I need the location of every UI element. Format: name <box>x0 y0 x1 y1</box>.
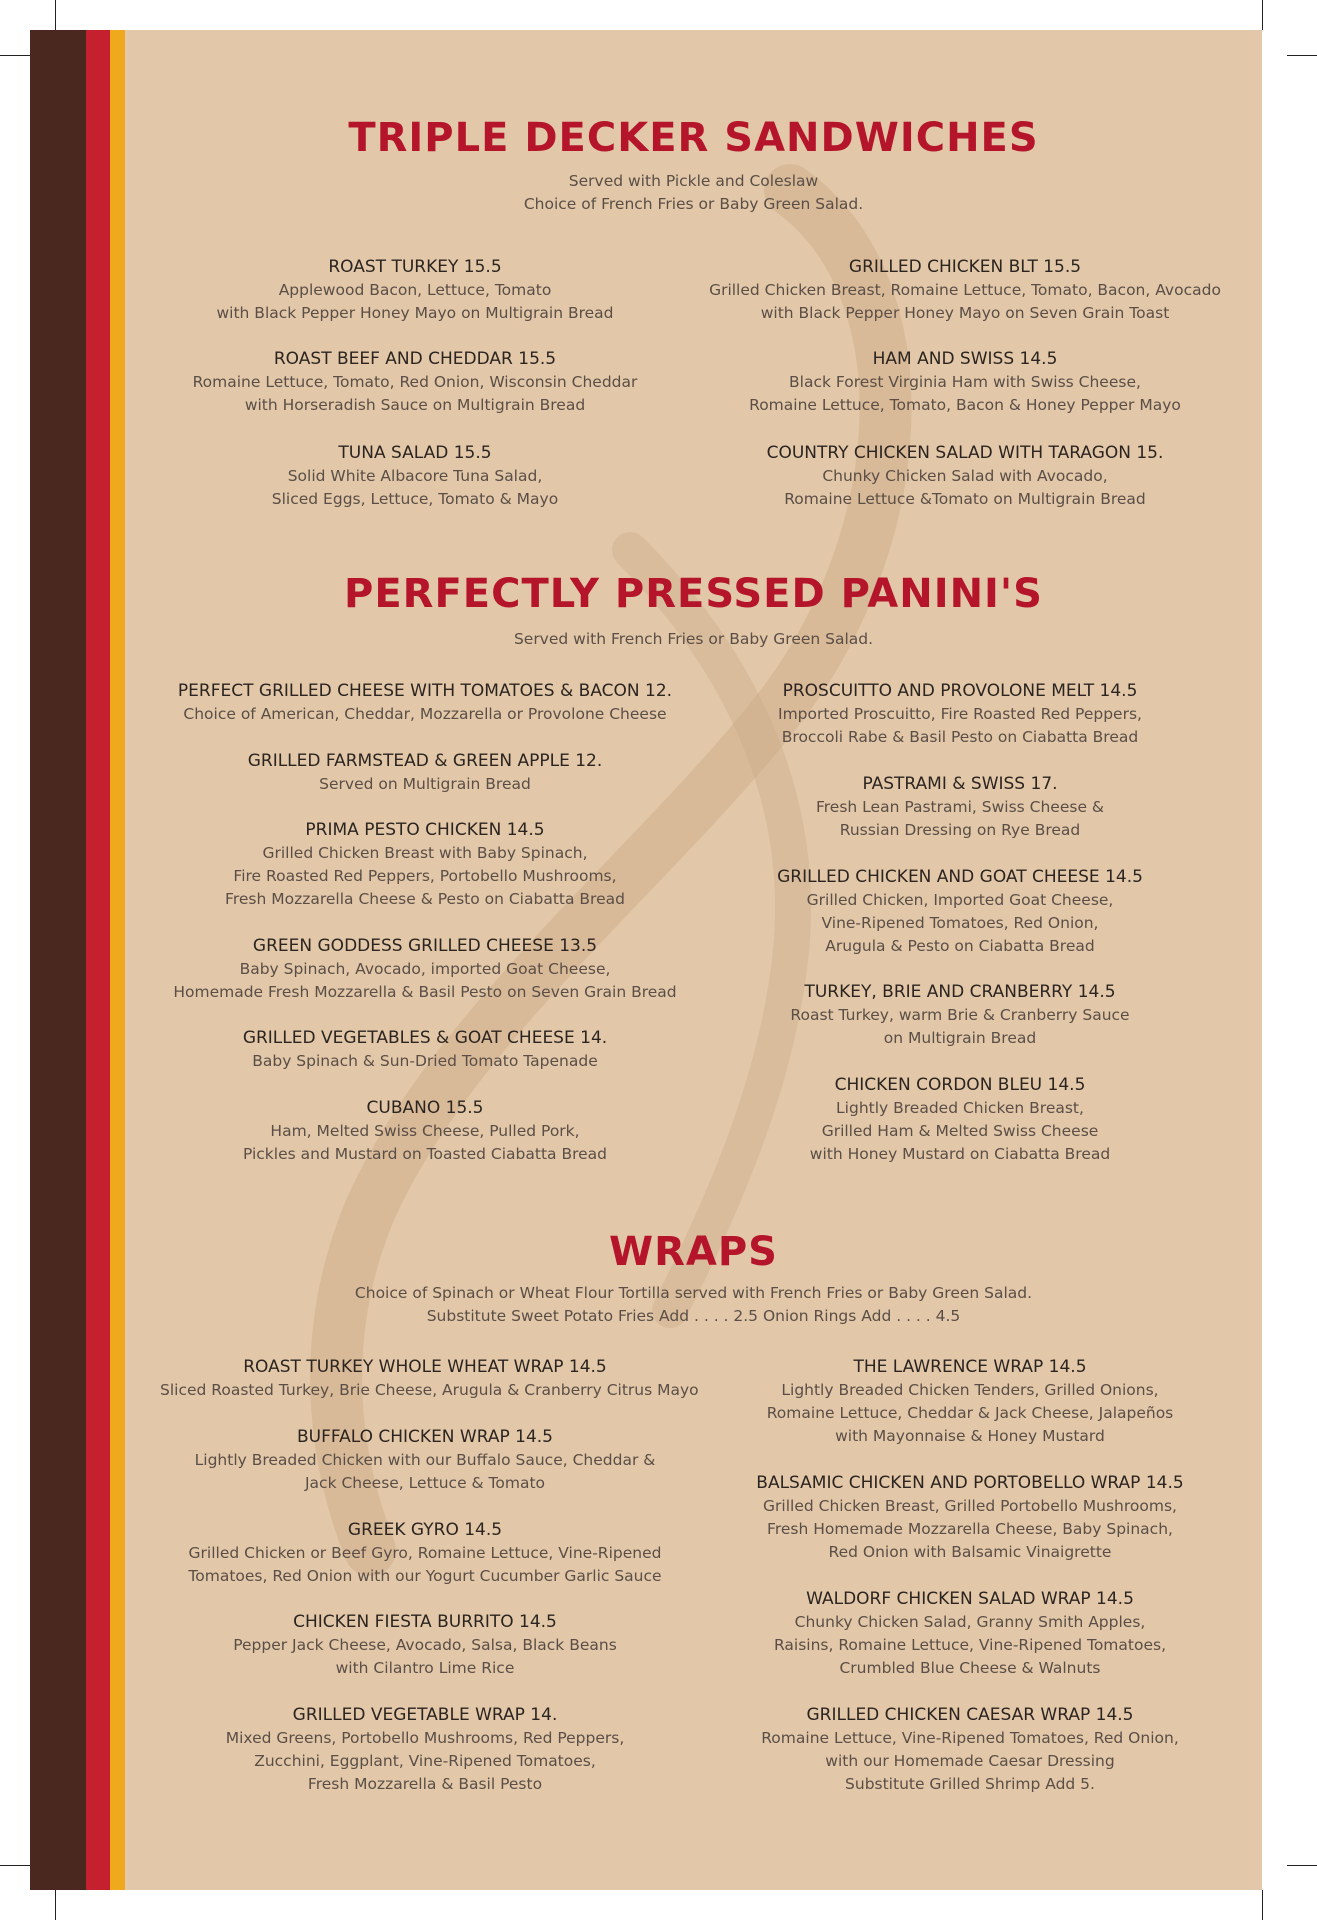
section-title-panini: PERFECTLY PRESSED PANINI'S <box>344 571 1043 617</box>
menu-item <box>710 1588 1230 1680</box>
item-name: GRILLED VEGETABLE WRAP 14. <box>292 1705 558 1725</box>
menu-item <box>160 1611 690 1680</box>
menu-item <box>710 1356 1230 1448</box>
item-description: Romaine Lettuce, Tomato, Bacon & Honey Pepper Mayo <box>749 396 1181 414</box>
item-description: Sliced Roasted Turkey, Brie Cheese, Arugula & Cranberry Citrus Mayo <box>160 1381 699 1399</box>
crop-mark <box>1262 0 1263 30</box>
item-name: GRILLED VEGETABLES & GOAT CHEESE 14. <box>242 1028 608 1048</box>
item-name: GRILLED CHICKEN BLT 15.5 <box>848 257 1082 277</box>
item-description: Baby Spinach & Sun-Dried Tomato Tapenade <box>252 1052 598 1070</box>
item-name: CHICKEN CORDON BLEU 14.5 <box>834 1075 1086 1095</box>
item-name: PROSCUITTO AND PROVOLONE MELT 14.5 <box>782 681 1138 701</box>
item-name: GRILLED FARMSTEAD & GREEN APPLE 12. <box>247 751 603 771</box>
section-title-triple-decker: TRIPLE DECKER SANDWICHES <box>348 115 1039 161</box>
item-description: Grilled Chicken Breast, Romaine Lettuce, Tomato, Bacon, Avocado <box>709 281 1221 299</box>
item-name: CUBANO 15.5 <box>366 1098 484 1118</box>
menu-item <box>710 981 1210 1050</box>
item-description: Fresh Lean Pastrami, Swiss Cheese & <box>815 798 1104 816</box>
item-description: Tomatoes, Red Onion with our Yogurt Cucumber Garlic Sauce <box>188 1567 662 1585</box>
crop-mark <box>0 55 30 56</box>
item-description: Romaine Lettuce &Tomato on Multigrain Bread <box>784 490 1146 508</box>
item-description: Imported Proscuitto, Fire Roasted Red Peppers, <box>778 705 1142 723</box>
item-description: Broccoli Rabe & Basil Pesto on Ciabatta Bread <box>781 728 1139 746</box>
menu-item <box>690 442 1240 511</box>
menu-item <box>165 348 665 417</box>
item-name: GRILLED CHICKEN AND GOAT CHEESE 14.5 <box>777 867 1143 887</box>
menu-item <box>160 1027 690 1073</box>
item-description: Romaine Lettuce, Cheddar & Jack Cheese, Jalapeños <box>766 1404 1174 1422</box>
item-name: HAM AND SWISS 14.5 <box>872 349 1058 369</box>
item-name: WALDORF CHICKEN SALAD WRAP 14.5 <box>806 1589 1134 1609</box>
item-name: PERFECT GRILLED CHEESE WITH TOMATOES & BACON 12. <box>177 681 673 701</box>
item-description: Choice of American, Cheddar, Mozzarella or Provolone Cheese <box>183 705 667 723</box>
item-description: Red Onion with Balsamic Vinaigrette <box>828 1543 1112 1561</box>
menu-item <box>690 256 1240 325</box>
item-name: COUNTRY CHICKEN SALAD WITH TARAGON 15. <box>766 443 1164 463</box>
menu-item <box>160 1426 690 1495</box>
item-name: PASTRAMI & SWISS 17. <box>862 774 1058 794</box>
item-description: on Multigrain Bread <box>883 1029 1037 1047</box>
item-description: Substitute Grilled Shrimp Add 5. <box>845 1775 1095 1793</box>
item-description: with Cilantro Lime Rice <box>335 1659 515 1677</box>
section-subtitle: Served with Pickle and Coleslaw Choice of French Fries or Baby Green Salad. <box>523 172 864 213</box>
item-description: Black Forest Virginia Ham with Swiss Cheese, <box>789 373 1141 391</box>
item-description: Mixed Greens, Portobello Mushrooms, Red Peppers, <box>225 1729 625 1747</box>
item-description: Applewood Bacon, Lettuce, Tomato <box>278 281 552 299</box>
menu-item <box>160 750 690 796</box>
item-name: ROAST TURKEY 15.5 <box>328 257 502 277</box>
menu-item <box>160 819 690 911</box>
item-name: BALSAMIC CHICKEN AND PORTOBELLO WRAP 14.5 <box>756 1473 1184 1493</box>
item-description: Jack Cheese, Lettuce & Tomato <box>304 1474 546 1492</box>
menu-item <box>160 1519 690 1588</box>
menu-item <box>710 866 1210 958</box>
menu-item <box>710 773 1210 842</box>
item-name: THE LAWRENCE WRAP 14.5 <box>853 1357 1087 1377</box>
item-name: CHICKEN FIESTA BURRITO 14.5 <box>293 1612 557 1632</box>
crop-mark <box>55 1890 56 1920</box>
item-description: Solid White Albacore Tuna Salad, <box>287 467 543 485</box>
section-subtitle: Served with French Fries or Baby Green Salad. <box>513 630 874 648</box>
menu-page <box>30 30 1262 1890</box>
item-description: with our Homemade Caesar Dressing <box>825 1752 1115 1770</box>
item-description: Grilled Chicken or Beef Gyro, Romaine Lettuce, Vine-Ripened <box>188 1544 662 1562</box>
item-description: Raisins, Romaine Lettuce, Vine-Ripened Tomatoes, <box>773 1636 1167 1654</box>
item-description: Grilled Chicken, Imported Goat Cheese, <box>806 891 1114 909</box>
item-description: Vine-Ripened Tomatoes, Red Onion, <box>821 914 1099 932</box>
menu-item <box>710 680 1210 749</box>
menu-item <box>710 1472 1230 1564</box>
menu-item <box>710 1074 1210 1166</box>
item-description: Fire Roasted Red Peppers, Portobello Mushrooms, <box>233 867 617 885</box>
menu-item <box>160 1704 690 1796</box>
item-name: BUFFALO CHICKEN WRAP 14.5 <box>297 1427 553 1447</box>
item-description: Ham, Melted Swiss Cheese, Pulled Pork, <box>270 1122 580 1140</box>
item-name: ROAST BEEF AND CHEDDAR 15.5 <box>273 349 557 369</box>
item-description: Pepper Jack Cheese, Avocado, Salsa, Black Beans <box>233 1636 617 1654</box>
item-name: GRILLED CHICKEN CAESAR WRAP 14.5 <box>806 1705 1134 1725</box>
item-name: PRIMA PESTO CHICKEN 14.5 <box>305 820 545 840</box>
item-name: GREEK GYRO 14.5 <box>347 1520 503 1540</box>
menu-item <box>160 680 690 726</box>
item-name: ROAST TURKEY WHOLE WHEAT WRAP 14.5 <box>243 1357 607 1377</box>
item-description: with Horseradish Sauce on Multigrain Bread <box>244 396 586 414</box>
item-description: Fresh Mozzarella & Basil Pesto <box>307 1775 543 1793</box>
item-description: Arugula & Pesto on Ciabatta Bread <box>825 937 1095 955</box>
crop-mark <box>0 1865 30 1866</box>
item-description: Romaine Lettuce, Tomato, Red Onion, Wisconsin Cheddar <box>192 373 638 391</box>
crop-mark <box>55 0 56 30</box>
menu-item <box>165 256 665 325</box>
item-description: Fresh Homemade Mozzarella Cheese, Baby Spinach, <box>767 1520 1173 1538</box>
item-description: Zucchini, Eggplant, Vine-Ripened Tomatoes, <box>254 1752 596 1770</box>
item-description: Homemade Fresh Mozzarella & Basil Pesto on Seven Grain Bread <box>173 983 677 1001</box>
item-description: Lightly Breaded Chicken Tenders, Grilled Onions, <box>781 1381 1159 1399</box>
menu-item <box>165 442 665 511</box>
item-description: Russian Dressing on Rye Bread <box>839 821 1081 839</box>
menu-item <box>690 348 1240 417</box>
item-description: Lightly Breaded Chicken with our Buffalo Sauce, Cheddar & <box>194 1451 656 1469</box>
item-description: Grilled Chicken Breast with Baby Spinach, <box>262 844 588 862</box>
item-name: GREEN GODDESS GRILLED CHEESE 13.5 <box>252 936 598 956</box>
item-description: with Black Pepper Honey Mayo on Multigrain Bread <box>216 304 614 322</box>
item-description: Crumbled Blue Cheese & Walnuts <box>839 1659 1101 1677</box>
crop-mark <box>1287 55 1317 56</box>
item-name: TURKEY, BRIE AND CRANBERRY 14.5 <box>804 982 1116 1002</box>
item-description: Grilled Ham & Melted Swiss Cheese <box>821 1122 1099 1140</box>
menu-item <box>160 1356 699 1402</box>
menu-item <box>160 1097 690 1166</box>
item-description: Chunky Chicken Salad, Granny Smith Apples, <box>794 1613 1146 1631</box>
menu-item <box>160 935 690 1004</box>
item-description: with Black Pepper Honey Mayo on Seven Grain Toast <box>760 304 1170 322</box>
item-description: Fresh Mozzarella Cheese & Pesto on Ciabatta Bread <box>225 890 625 908</box>
item-description: Romaine Lettuce, Vine-Ripened Tomatoes, Red Onion, <box>761 1729 1179 1747</box>
item-description: with Honey Mustard on Ciabatta Bread <box>809 1145 1111 1163</box>
item-description: Lightly Breaded Chicken Breast, <box>836 1099 1084 1117</box>
item-description: Served on Multigrain Bread <box>319 775 531 793</box>
section-title-wraps: WRAPS <box>608 1229 778 1275</box>
menu-item <box>710 1704 1230 1796</box>
item-description: Pickles and Mustard on Toasted Ciabatta Bread <box>242 1145 608 1163</box>
item-description: Grilled Chicken Breast, Grilled Portobello Mushrooms, <box>763 1497 1177 1515</box>
item-description: Roast Turkey, warm Brie & Cranberry Sauce <box>790 1006 1130 1024</box>
item-description: Chunky Chicken Salad with Avocado, <box>822 467 1108 485</box>
item-description: Baby Spinach, Avocado, imported Goat Cheese, <box>239 960 611 978</box>
crop-mark <box>1287 1865 1317 1866</box>
item-description: with Mayonnaise & Honey Mustard <box>835 1427 1105 1445</box>
crop-mark <box>1262 1890 1263 1920</box>
item-description: Sliced Eggs, Lettuce, Tomato & Mayo <box>271 490 559 508</box>
item-name: TUNA SALAD 15.5 <box>338 443 492 463</box>
section-subtitle: Choice of Spinach or Wheat Flour Tortilla served with French Fries or Baby Green Salad. Substitute Sweet Potato Fries Add . . . . 2.5 Onion Rings Add . . . . 4.5 <box>354 1284 1033 1325</box>
